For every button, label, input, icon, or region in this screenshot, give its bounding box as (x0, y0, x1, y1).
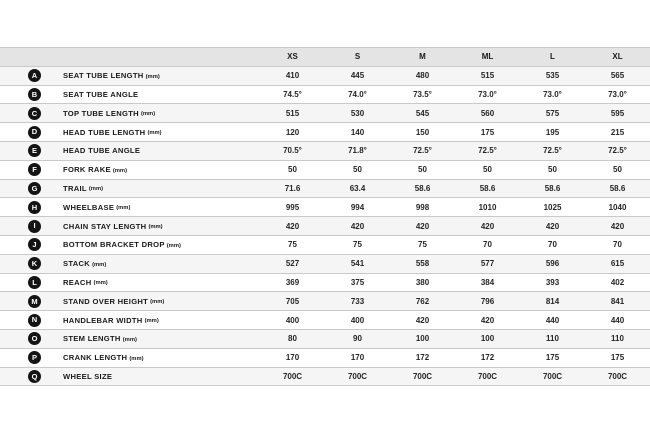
row-label-cell (0, 351, 260, 364)
cell-value: 595 (610, 108, 625, 118)
cell-value: 1010 (478, 202, 497, 212)
cell-value: 73.0° (478, 89, 497, 99)
row-label: BOTTOM BRACKET DROP (63, 240, 165, 250)
row-unit: (mm) (150, 299, 165, 306)
row-letter-badge: L (28, 276, 41, 289)
cell-value: 998 (415, 202, 430, 212)
cell-value: 541 (350, 259, 365, 269)
row-label-cell (0, 107, 260, 120)
row-unit: (mm) (145, 73, 160, 80)
cell-value: 705 (285, 296, 300, 306)
cell-value: 733 (350, 296, 365, 306)
row-label: FORK RAKE (63, 165, 111, 175)
cell-value: 58.6 (609, 183, 626, 193)
table-row-a (0, 67, 650, 86)
cell-value: 75 (418, 240, 427, 250)
row-label: STACK (63, 259, 91, 269)
column-header-xs: XS (287, 52, 298, 62)
cell-value: 110 (611, 334, 624, 344)
cell-value: 796 (480, 296, 495, 306)
row-unit: (mm) (116, 205, 131, 212)
cell-value: 440 (545, 315, 560, 325)
cell-value: 72.5° (413, 146, 432, 156)
row-letter-badge: Q (28, 370, 41, 383)
row-label-cell (0, 201, 260, 214)
cell-value: 50 (353, 165, 362, 175)
cell-value: 700C (412, 371, 433, 381)
cell-value: 73.5° (413, 89, 432, 99)
cell-value: 400 (350, 315, 365, 325)
cell-value: 615 (610, 259, 625, 269)
table-row-d (0, 123, 650, 142)
row-label: HEAD TUBE LENGTH (63, 127, 146, 137)
cell-value: 140 (350, 127, 365, 137)
cell-value: 375 (350, 277, 365, 287)
cell-value: 58.6 (544, 183, 561, 193)
row-label-cell (0, 276, 260, 289)
column-header-s: S (354, 52, 361, 62)
cell-value: 74.5° (283, 89, 302, 99)
row-letter-badge: I (28, 220, 41, 233)
cell-value: 440 (610, 315, 625, 325)
table-row-p (0, 349, 650, 368)
table-row-i (0, 217, 650, 236)
cell-value: 195 (545, 127, 560, 137)
cell-value: 420 (545, 221, 560, 231)
cell-value: 575 (545, 108, 560, 118)
row-label-cell (0, 238, 260, 251)
cell-value: 73.0° (608, 89, 627, 99)
row-letter-badge: B (28, 88, 41, 101)
row-letter-badge: K (28, 257, 41, 270)
row-letter-badge: O (28, 332, 41, 345)
table-header-row (0, 48, 650, 67)
cell-value: 72.5° (478, 146, 497, 156)
cell-value: 445 (350, 71, 365, 81)
cell-value: 70 (613, 240, 622, 250)
cell-value: 50 (613, 165, 622, 175)
row-unit: (mm) (122, 336, 137, 343)
row-label-cell (0, 69, 260, 82)
cell-value: 480 (415, 71, 430, 81)
cell-value: 762 (415, 296, 430, 306)
row-label-cell (0, 182, 260, 195)
row-unit: (mm) (93, 280, 108, 287)
table-row-o (0, 330, 650, 349)
row-label: SEAT TUBE ANGLE (63, 89, 139, 99)
row-label: CHAIN STAY LENGTH (63, 221, 147, 231)
table-row-h (0, 198, 650, 217)
cell-value: 558 (415, 259, 430, 269)
row-letter-badge: E (28, 144, 41, 157)
row-label: TOP TUBE LENGTH (63, 108, 139, 118)
cell-value: 577 (480, 259, 495, 269)
cell-value: 700C (542, 371, 563, 381)
row-label: STAND OVER HEIGHT (63, 296, 149, 306)
cell-value: 175 (480, 127, 495, 137)
cell-value: 75 (353, 240, 362, 250)
cell-value: 420 (415, 221, 430, 231)
row-letter-badge: F (28, 163, 41, 176)
column-header-m: M (419, 52, 426, 62)
row-label-cell (0, 314, 260, 327)
cell-value: 402 (610, 277, 625, 287)
cell-value: 535 (545, 71, 560, 81)
cell-value: 420 (610, 221, 625, 231)
cell-value: 420 (350, 221, 365, 231)
row-label: SEAT TUBE LENGTH (63, 71, 144, 81)
cell-value: 565 (610, 71, 625, 81)
row-letter-badge: J (28, 238, 41, 251)
row-unit: (mm) (147, 130, 162, 137)
row-letter-badge: A (28, 69, 41, 82)
cell-value: 380 (415, 277, 430, 287)
cell-value: 70.5° (283, 146, 302, 156)
cell-value: 170 (285, 353, 300, 363)
row-unit: (mm) (140, 111, 156, 118)
cell-value: 110 (546, 334, 559, 344)
cell-value: 80 (288, 334, 297, 344)
geometry-table (0, 47, 650, 386)
row-label-cell (0, 332, 260, 345)
table-row-l (0, 274, 650, 293)
row-label: REACH (63, 277, 92, 287)
cell-value: 50 (548, 165, 557, 175)
cell-value: 150 (415, 127, 430, 137)
cell-value: 58.6 (414, 183, 431, 193)
row-unit: (mm) (144, 318, 159, 325)
cell-value: 172 (480, 353, 495, 363)
table-row-q (0, 368, 650, 387)
row-letter-badge: M (28, 295, 41, 308)
row-label: STEM LENGTH (63, 334, 121, 344)
cell-value: 172 (415, 353, 430, 363)
row-letter-badge: G (28, 182, 41, 195)
cell-value: 530 (350, 108, 365, 118)
cell-value: 700C (477, 371, 498, 381)
cell-value: 700C (282, 371, 303, 381)
row-unit: (mm) (92, 261, 107, 268)
table-row-k (0, 255, 650, 274)
row-label-cell (0, 370, 260, 383)
cell-value: 545 (415, 108, 430, 118)
cell-value: 400 (285, 315, 300, 325)
cell-value: 63.4 (349, 183, 366, 193)
cell-value: 175 (610, 353, 625, 363)
cell-value: 70 (483, 240, 492, 250)
cell-value: 393 (545, 277, 560, 287)
cell-value: 700C (607, 371, 628, 381)
cell-value: 50 (418, 165, 427, 175)
cell-value: 170 (350, 353, 365, 363)
row-label: HANDLEBAR WIDTH (63, 315, 143, 325)
row-label: CRANK LENGTH (63, 353, 128, 363)
row-letter-badge: N (28, 314, 41, 327)
row-unit: (mm) (112, 167, 128, 174)
table-row-n (0, 311, 650, 330)
cell-value: 994 (350, 202, 365, 212)
cell-value: 71.6 (284, 183, 301, 193)
cell-value: 515 (480, 71, 495, 81)
row-label-cell (0, 126, 260, 139)
cell-value: 90 (353, 334, 362, 344)
cell-value: 215 (610, 127, 625, 137)
cell-value: 841 (610, 296, 625, 306)
row-letter-badge: H (28, 201, 41, 214)
cell-value: 420 (285, 221, 300, 231)
cell-value: 814 (545, 296, 560, 306)
row-unit: (mm) (148, 224, 163, 231)
cell-value: 420 (415, 315, 430, 325)
cell-value: 384 (480, 277, 495, 287)
cell-value: 420 (480, 221, 495, 231)
row-label: HEAD TUBE ANGLE (63, 146, 141, 156)
table-row-j (0, 236, 650, 255)
row-label-cell (0, 144, 260, 157)
row-letter-badge: P (28, 351, 41, 364)
cell-value: 1025 (543, 202, 562, 212)
table-row-f (0, 161, 650, 180)
row-letter-badge: D (28, 126, 41, 139)
cell-value: 515 (285, 108, 300, 118)
row-unit: (mm) (166, 242, 181, 249)
row-label-cell (0, 257, 260, 270)
cell-value: 58.6 (479, 183, 496, 193)
cell-value: 71.8° (348, 146, 367, 156)
cell-value: 73.0° (543, 89, 562, 99)
column-header-xl: XL (612, 52, 623, 62)
row-label: TRAIL (63, 183, 87, 193)
cell-value: 369 (285, 277, 300, 287)
row-letter-badge: C (28, 107, 41, 120)
table-row-m (0, 292, 650, 311)
cell-value: 560 (480, 108, 495, 118)
row-label-cell (0, 295, 260, 308)
cell-value: 175 (545, 353, 560, 363)
table-row-g (0, 180, 650, 199)
cell-value: 527 (285, 259, 300, 269)
cell-value: 420 (480, 315, 495, 325)
row-unit: (mm) (129, 355, 144, 362)
cell-value: 100 (480, 334, 495, 344)
row-label: WHEEL SIZE (63, 371, 113, 381)
cell-value: 74.0° (348, 89, 367, 99)
cell-value: 72.5° (608, 146, 627, 156)
cell-value: 700C (347, 371, 368, 381)
cell-value: 50 (483, 165, 492, 175)
column-header-l: L (550, 52, 555, 62)
cell-value: 1040 (608, 202, 627, 212)
cell-value: 100 (415, 334, 430, 344)
cell-value: 75 (288, 240, 297, 250)
cell-value: 72.5° (543, 146, 562, 156)
table-row-b (0, 86, 650, 105)
row-label: WHEELBASE (63, 202, 115, 212)
cell-value: 995 (285, 202, 300, 212)
table-row-e (0, 142, 650, 161)
column-header-ml: ML (481, 52, 494, 62)
row-label-cell (0, 220, 260, 233)
row-label-cell (0, 163, 260, 176)
cell-value: 120 (285, 127, 300, 137)
row-unit: (mm) (88, 186, 104, 193)
cell-value: 50 (288, 165, 297, 175)
cell-value: 70 (548, 240, 557, 250)
row-label-cell (0, 88, 260, 101)
cell-value: 410 (285, 71, 300, 81)
table-row-c (0, 104, 650, 123)
cell-value: 596 (545, 259, 560, 269)
